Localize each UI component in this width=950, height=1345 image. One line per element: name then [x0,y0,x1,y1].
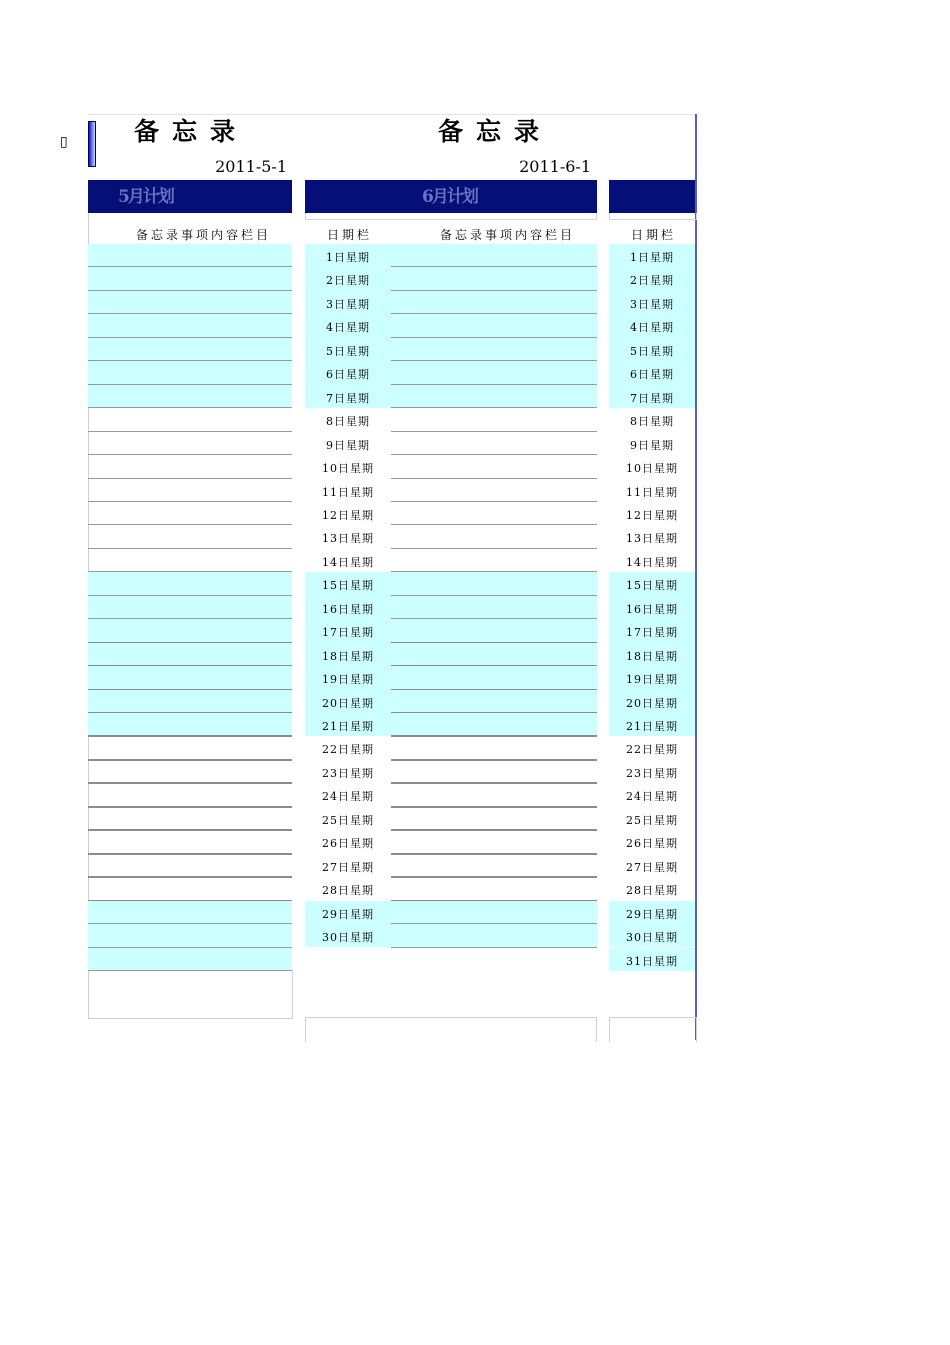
day-label-may: 11日星期 [322,485,374,499]
notes-rule-jun [391,759,597,761]
day-label-jun: 4日星期 [630,321,674,335]
band-box-jun [305,213,597,220]
plan-band-label-jun: 6月计划 [422,187,477,207]
notes-row-jun[interactable] [391,385,597,408]
notes-rule-jun [391,548,597,549]
day-label-jun: 10日星期 [626,462,678,476]
day-label-may: 3日星期 [326,297,370,311]
day-label-jun: 12日星期 [626,508,678,522]
day-label-may: 19日星期 [322,673,374,687]
notes-row-may[interactable] [88,596,292,619]
memo-title-may: 备忘录 [134,117,249,146]
day-label-may: 13日星期 [322,532,374,546]
day-label-jun: 18日星期 [626,649,678,663]
plan-band-label-may: 5月计划 [118,187,173,207]
column-header-day-jun: 日期栏 [327,228,373,242]
day-label-may: 8日星期 [326,415,370,429]
sheet-tab-marker[interactable] [88,121,96,167]
bottom-box-jun [305,1017,597,1042]
notes-rule-may [88,454,292,455]
notes-rule-may [88,524,292,525]
notes-row-may[interactable] [88,385,292,408]
day-label-may: 7日星期 [326,391,370,405]
plan-band-jul [609,180,695,213]
day-label-jun: 2日星期 [630,274,674,288]
notes-rule-may [88,782,292,784]
day-label-jun: 19日星期 [626,673,678,687]
day-label-jun: 22日星期 [626,743,678,757]
notes-rule-jun [391,407,597,408]
day-label-may: 5日星期 [326,344,370,358]
notes-rule-jun [391,501,597,502]
day-label-jun: 11日星期 [626,485,678,499]
notes-row-may[interactable] [88,291,292,314]
day-label-may: 6日星期 [326,368,370,382]
notes-rule-jun [391,431,597,432]
notes-row-may[interactable] [88,924,292,947]
notes-rule-may [88,431,292,432]
notes-rule-may [88,548,292,549]
notes-row-jun[interactable] [391,596,597,619]
day-label-jun: 28日星期 [626,884,678,898]
notes-row-jun[interactable] [391,924,597,947]
column-header-day-jul: 日期栏 [631,228,677,242]
day-label-may: 12日星期 [322,508,374,522]
memo-title-jun: 备忘录 [438,117,553,146]
notes-row-jun[interactable] [391,314,597,337]
day-label-may: 21日星期 [322,720,374,733]
bottom-box-jul [609,1017,697,1042]
column-header-notes-jun: 备忘录事项内容栏目 [440,228,576,242]
notes-row-may[interactable] [88,713,292,736]
notes-row-may[interactable] [88,267,292,290]
day-label-may: 18日星期 [322,649,374,663]
notes-row-jun[interactable] [391,643,597,666]
day-label-may: 4日星期 [326,321,370,335]
notes-row-may[interactable] [88,901,292,924]
day-label-may: 16日星期 [322,602,374,616]
day-label-jun: 24日星期 [626,790,678,804]
memo-date-jun: 2011-6-1 [519,157,591,176]
day-label-jun: 1日星期 [630,251,674,264]
notes-row-jun[interactable] [391,244,597,267]
notes-rule-jun [391,454,597,455]
notes-rule-jun [391,876,597,878]
notes-rule-may [88,501,292,502]
day-label-jun: 13日星期 [626,532,678,546]
day-label-may: 26日星期 [322,837,374,851]
day-label-jun: 15日星期 [626,579,678,593]
notes-row-may[interactable] [88,361,292,384]
notes-row-jun[interactable] [391,619,597,642]
notes-rule-may [88,806,292,808]
day-label-may: 10日星期 [322,462,374,476]
frame-right-border [695,114,697,1040]
day-label-may: 9日星期 [326,438,370,452]
day-label-jun: 14日星期 [626,555,678,569]
notes-row-may[interactable] [88,690,292,713]
notes-rule-may [88,853,292,855]
day-label-jun: 21日星期 [626,720,678,733]
day-label-jun: 17日星期 [626,626,678,640]
day-label-jun: 16日星期 [626,602,678,616]
notes-rule-jun [391,524,597,525]
notes-row-jun[interactable] [391,267,597,290]
notes-rule-jun [391,806,597,808]
day-label-may: 29日星期 [322,907,374,921]
day-label-jun: 30日星期 [626,931,678,945]
memo-date-may: 2011-5-1 [215,157,287,176]
left-bottom-box [88,970,293,1019]
day-label-may: 28日星期 [322,884,374,898]
day-label-may: 15日星期 [322,579,374,593]
notes-row-jun[interactable] [391,690,597,713]
day-label-may: 23日星期 [322,766,374,780]
notes-rule-may [88,876,292,878]
notes-rule-jun [391,947,597,948]
notes-rule-jun [391,853,597,855]
day-label-may: 20日星期 [322,696,374,710]
notes-rule-jun [391,829,597,831]
notes-rule-jun [391,478,597,479]
notes-rule-may [88,829,292,831]
notes-row-may[interactable] [88,314,292,337]
day-label-jun: 25日星期 [626,813,678,827]
day-label-jun: 3日星期 [630,297,674,311]
notes-row-may[interactable] [88,643,292,666]
day-label-jun: 20日星期 [626,696,678,710]
notes-row-may[interactable] [88,666,292,689]
day-label-jun: 26日星期 [626,837,678,851]
day-label-may: 30日星期 [322,931,374,945]
day-label-may: 27日星期 [322,860,374,874]
day-label-jun: 29日星期 [626,907,678,921]
notes-row-jun[interactable] [391,572,597,595]
day-label-jun: 7日星期 [630,391,674,405]
notes-row-may[interactable] [88,572,292,595]
day-label-jun: 27日星期 [626,860,678,874]
day-label-jun: 6日星期 [630,368,674,382]
notes-row-jun[interactable] [391,361,597,384]
day-label-jun: 5日星期 [630,344,674,358]
day-label-may: 24日星期 [322,790,374,804]
column-header-notes-may: 备忘录事项内容栏目 [136,228,272,242]
band-box-jul [609,213,697,220]
notes-row-may[interactable] [88,948,292,971]
notes-row-jun[interactable] [391,666,597,689]
day-label-may: 25日星期 [322,813,374,827]
day-label-may: 22日星期 [322,743,374,757]
notes-rule-may [88,407,292,408]
day-label-jun: 8日星期 [630,415,674,429]
day-label-may: 17日星期 [322,626,374,640]
notes-row-jun[interactable] [391,713,597,736]
corner-glyph: ▯ [60,134,68,150]
day-label-may: 14日星期 [322,555,374,569]
notes-rule-may [88,478,292,479]
notes-row-may[interactable] [88,244,292,267]
notes-row-may[interactable] [88,619,292,642]
day-label-may: 2日星期 [326,274,370,288]
notes-rule-jun [391,782,597,784]
notes-row-jun[interactable] [391,338,597,361]
notes-rule-jun [391,735,597,737]
day-label-jun: 9日星期 [630,438,674,452]
notes-row-jun[interactable] [391,901,597,924]
day-label-jun: 23日星期 [626,766,678,780]
notes-row-jun[interactable] [391,291,597,314]
notes-rule-may [88,735,292,737]
day-label-jun: 31日星期 [626,954,678,968]
notes-row-may[interactable] [88,338,292,361]
day-label-may: 1日星期 [326,251,370,264]
notes-rule-may [88,759,292,761]
